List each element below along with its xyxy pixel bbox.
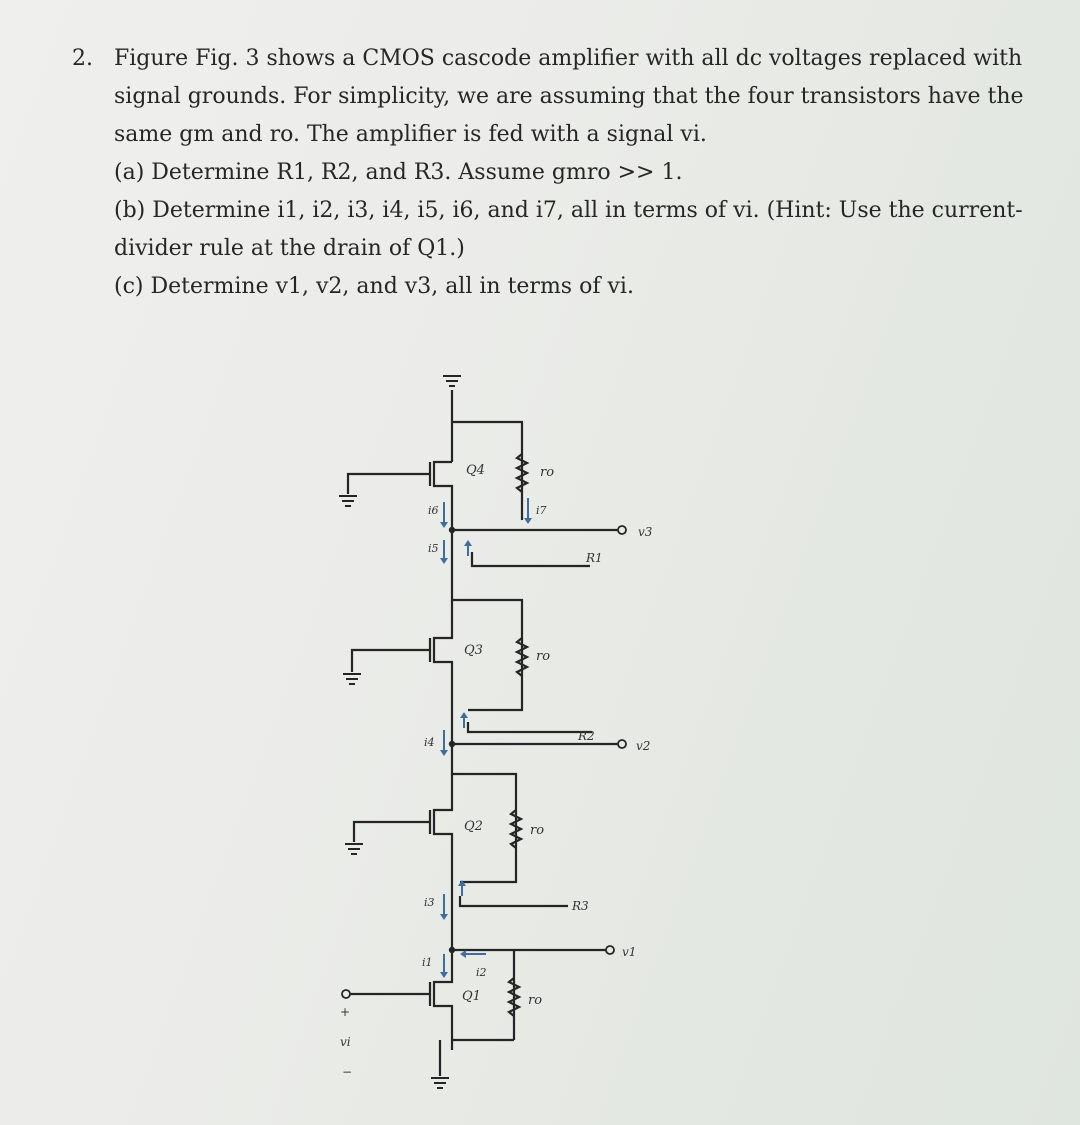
vi-plus-label: + xyxy=(340,1005,351,1019)
current-i5-arrow xyxy=(428,540,472,564)
svg-text:i3: i3 xyxy=(424,896,435,909)
input-source-vi xyxy=(340,990,416,1079)
q3-label: Q3 xyxy=(464,643,483,658)
problem-line-1: Figure Fig. 3 shows a CMOS cascode amplifier with all dc voltages replaced with xyxy=(114,46,1023,71)
v1-label: v1 xyxy=(622,945,637,959)
ro1-label: ro xyxy=(528,993,543,1008)
svg-text:i6: i6 xyxy=(428,504,439,517)
ro4-label: ro xyxy=(540,465,555,480)
current-i6-arrow xyxy=(428,502,448,528)
ro2-label: ro xyxy=(530,823,545,838)
r2-label: R2 xyxy=(578,729,595,743)
svg-text:i2: i2 xyxy=(476,966,487,979)
problem-part-c: (c) Determine v1, v2, and v3, all in terms of vi. xyxy=(114,274,634,299)
ro3-label: ro xyxy=(536,649,551,664)
cascode-circuit-diagram xyxy=(300,350,700,1079)
bottom-ground-icon xyxy=(431,1078,449,1088)
problem-part-b: (b) Determine i1, i2, i3, i4, i5, i6, and i7, all in terms of vi. (Hint: Use the current- xyxy=(114,198,1023,223)
problem-line-2: signal grounds. For simplicity, we are assuming that the four transistors have the xyxy=(114,84,1024,109)
v2-label: v2 xyxy=(636,739,651,753)
current-i1-arrow xyxy=(422,954,448,978)
problem-number: 2. xyxy=(72,46,93,71)
transistor-q4 xyxy=(339,462,485,520)
svg-text:i5: i5 xyxy=(428,542,439,555)
q4-gate-ground-icon xyxy=(339,496,357,506)
q2-label: Q2 xyxy=(464,819,483,834)
svg-text:i7: i7 xyxy=(536,504,547,517)
vi-label: vi xyxy=(340,1035,351,1049)
q2-gate-ground-icon xyxy=(345,844,363,854)
q3-gate-ground-icon xyxy=(343,674,361,684)
current-i7-arrow xyxy=(524,498,547,524)
problem-part-a: (a) Determine R1, R2, and R3. Assume gmro >> 1. xyxy=(114,160,683,185)
problem-part-b-cont: divider rule at the drain of Q1.) xyxy=(114,236,465,261)
transistor-q2 xyxy=(345,774,483,898)
v3-label: v3 xyxy=(638,525,653,539)
q1-label: Q1 xyxy=(462,989,481,1004)
transistor-q3 xyxy=(343,600,483,722)
svg-text:i1: i1 xyxy=(422,956,433,969)
r3-label: R3 xyxy=(572,899,589,913)
current-i4-arrow xyxy=(424,712,468,756)
problem-line-3: same gm and ro. The amplifier is fed with a signal vi. xyxy=(114,122,707,147)
r1-label: R1 xyxy=(586,551,603,565)
top-ground-icon xyxy=(443,376,461,386)
svg-text:i4: i4 xyxy=(424,736,435,749)
vi-minus-label: − xyxy=(342,1065,353,1079)
q4-label: Q4 xyxy=(466,463,485,478)
current-i2-arrow xyxy=(460,950,487,979)
